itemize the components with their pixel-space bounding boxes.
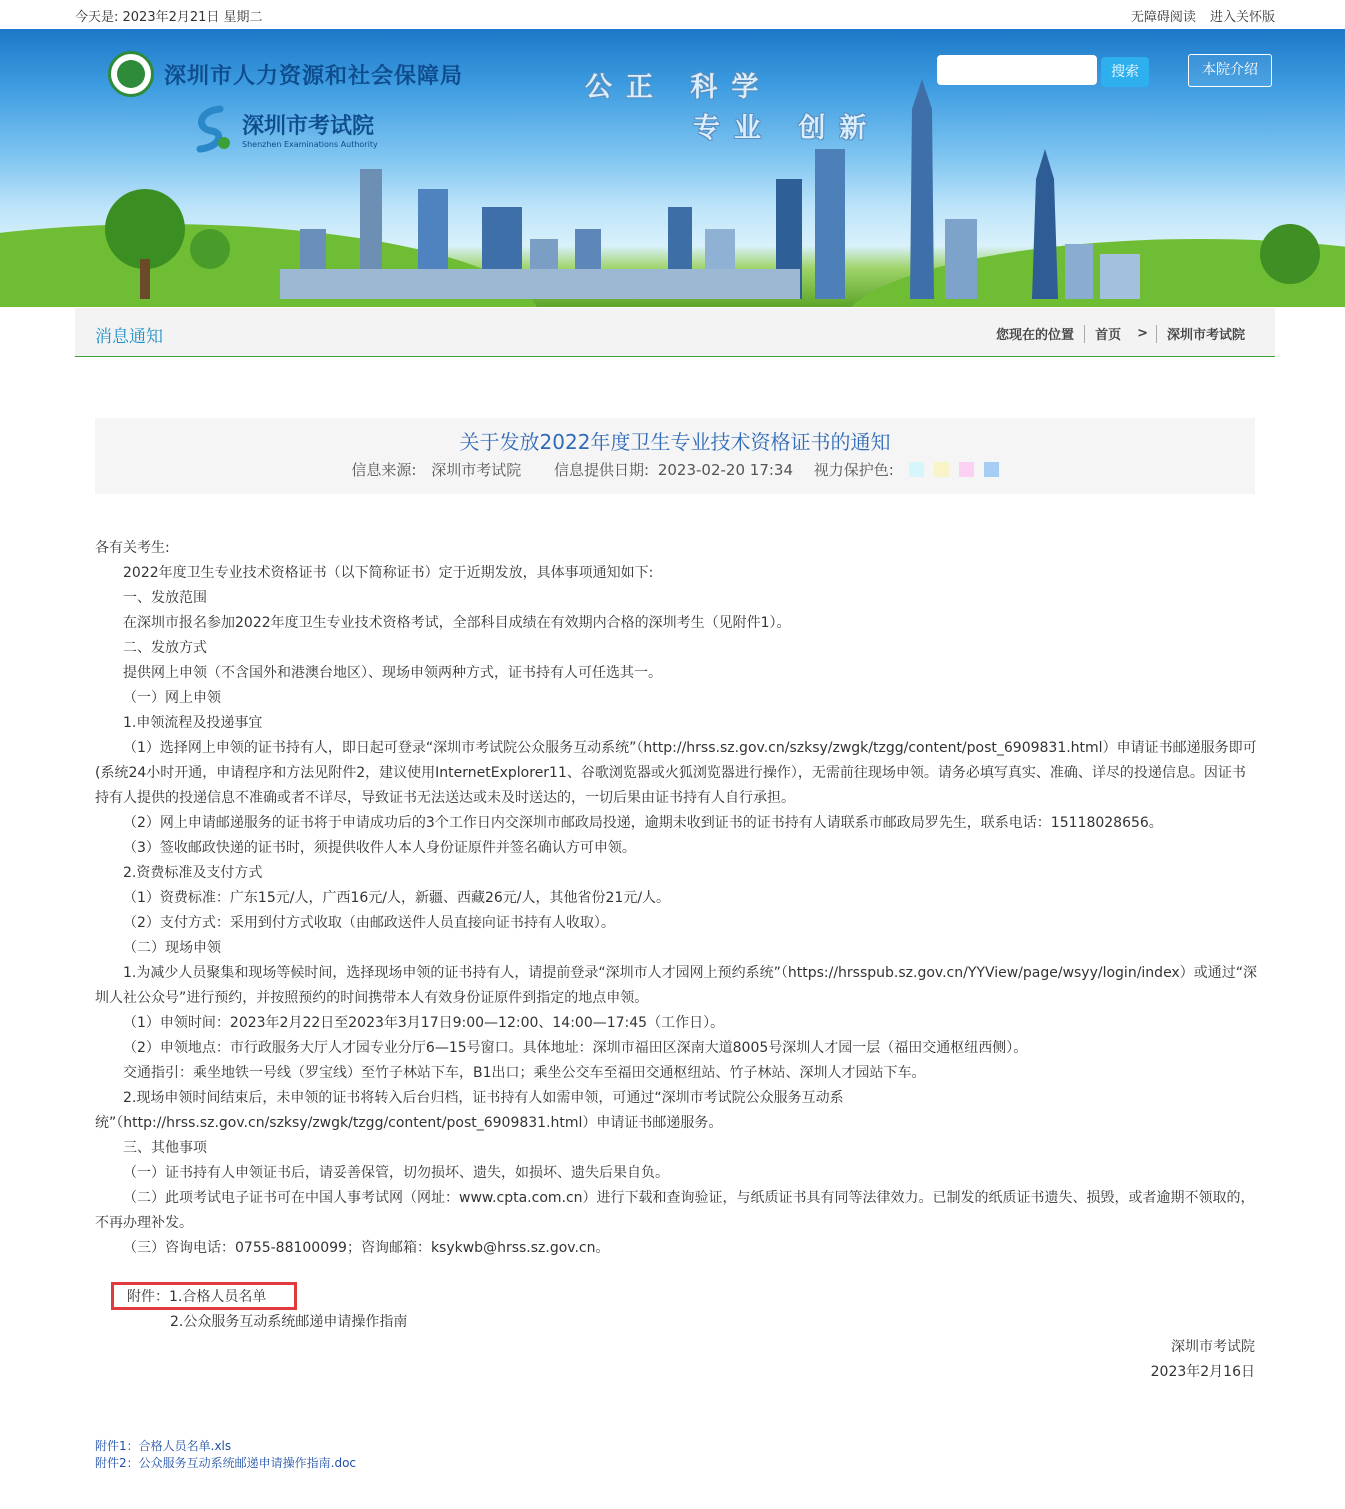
sub-org-name: 深圳市考试院 [242,114,375,139]
source-label: 信息来源: [351,461,417,479]
eye-color-swatch-1[interactable] [909,462,924,477]
current-date: 今天是: 2023年2月21日 星期二 [75,10,263,25]
eye-color-swatch-3[interactable] [959,462,974,477]
article-paragraph: 2.资费标准及支付方式 [123,865,263,881]
article-paragraph: 各有关考生: [95,540,170,556]
hrss-logo [108,51,463,97]
article-paragraph: （1）申领时间：2023年2月22日至2023年3月17日9:00—12:00、14:00—17:45（工作日）。 [123,1015,725,1031]
date-value: 2023-02-20 17:34 [657,461,794,479]
article-paragraph: （2）支付方式：采用到付方式收取（由邮政送件人员直接向证书持有人收取）。 [123,915,615,931]
article-paragraph: 一、发放范围 [123,590,207,606]
article-paragraph: （1）资费标准：广东15元/人，广西16元/人，新疆、西藏26元/人，其他省份21元/人。 [123,890,671,906]
sub-org-name-en: Shenzhen Examinations Authority [242,140,378,149]
section-title: 消息通知 [95,327,163,347]
eye-color-swatch-4[interactable] [984,462,999,477]
breadcrumb-home[interactable]: 首页 [1095,328,1122,343]
article-meta [95,459,1255,480]
article-paragraph: （三）咨询电话：0755-88100099；咨询邮箱：ksykwb@hrss.sz.gov.cn。 [123,1240,610,1256]
article-paragraph: （2）网上申请邮递服务的证书将于申请成功后的3个工作日内交深圳市邮政局投递，逾期未收到证书的证书持有人请联系市邮政局罗先生，联系电话：15118028656。 [123,815,1163,831]
search-input[interactable] [937,55,1097,85]
date-label: 信息提供日期: [554,461,650,479]
attachment-file-1-link[interactable]: 附件1：合格人员名单.xls [95,1439,232,1453]
article-paragraph: （二）现场申领 [123,940,221,956]
article-paragraph: 2022年度卫生专业技术资格证书（以下简称证书）定于近期发放，具体事项通知如下: [123,565,654,581]
article-paragraph: 提供网上申领（不含国外和港澳台地区）、现场申领两种方式，证书持有人可任选其一。 [123,665,662,681]
eye-color-swatches [899,461,999,479]
article-paragraph: 二、发放方式 [123,640,207,656]
article-paragraph: 在深圳市报名参加2022年度卫生专业技术资格考试，全部科目成绩在有效期内合格的深圳考生（见附件1）。 [123,615,791,631]
signature-org: 深圳市考试院 [1171,1339,1255,1355]
article-paragraph: （一）证书持有人申领证书后，请妥善保管，切勿损坏、遗失，如损坏、遗失后果自负。 [123,1165,669,1181]
article-body [95,536,1257,1261]
attachment-files [95,1438,356,1472]
article-paragraph: （二）此项考试电子证书可在中国人事考试网（网址：www.cpta.com.cn）进行下载和查询验证，与纸质证书具有同等法律效力。已制发的纸质证书遗失、损毁，或者逾期不领取的，不再办理补发。 [95,1190,1255,1231]
exam-authority-icon [190,103,234,155]
location-label: 您现在的位置 [996,328,1075,343]
article-title: 关于发放2022年度卫生专业技术资格证书的通知 [459,430,891,454]
org-name: 深圳市人力资源和社会保障局 [164,63,464,89]
exam-authority-logo [190,103,378,155]
article-paragraph: （1）选择网上申领的证书持有人，即日起可登录“深圳市考试院公众服务互动系统”（http://hrss.sz.gov.cn/szksy/zwgk/tzgg/content/post_6909831.html）申请证书邮递服务即可(系统24小时开通，申请程序和方法见附件2，建议使用InternetExplorer11、谷歌浏览器或火狐浏览器进行操作），无需前往现场申领。请务必填写真实、准确、详尽的投递信息。因证书持有人提供的投递信息不准确或者不详尽，导致证书无法送达或未及时送达的，一切后果由证书持有人自行承担。 [95,740,1257,806]
eye-protect-label: 视力保护色: [813,461,894,479]
article-header [95,418,1255,494]
care-mode-link[interactable]: 进入关怀版 [1209,10,1275,25]
emblem-icon [108,51,154,97]
top-links [1121,6,1275,25]
attachment-line-1: 附件：1.合格人员名单 [127,1289,267,1305]
attachment-file-2-link[interactable]: 附件2：公众服务互动系统邮递申请操作指南.doc [95,1456,357,1470]
signature-date: 2023年2月16日 [1150,1364,1255,1380]
about-button[interactable]: 本院介绍 [1188,54,1272,87]
article-paragraph: 三、其他事项 [123,1140,207,1156]
header-banner [0,29,1345,307]
search-button[interactable]: 搜索 [1101,57,1149,87]
article-paragraph: （一）网上申领 [123,690,221,706]
article-paragraph: 1.申领流程及投递事宜 [123,715,263,731]
source-value: 深圳市考试院 [431,461,522,479]
article-paragraph: 交通指引：乘坐地铁一号线（罗宝线）至竹子林站下车，B1出口；乘坐公交车至福田交通枢纽站、竹子林站、深圳人才园站下车。 [123,1065,926,1081]
breadcrumb [996,324,1245,343]
accessible-reading-link[interactable]: 无障碍阅读 [1130,10,1196,25]
article-paragraph: 2.现场申领时间结束后，未申领的证书将转入后台归档，证书持有人如需申领，可通过“深圳市考试院公众服务互动系统”（http://hrss.sz.gov.cn/szksy/zwgk/tzgg/content/post_6909831.html）申请证书邮递服务。 [95,1090,844,1131]
article-paragraph: （3）签收邮政快递的证书时，须提供收件人本人身份证原件并签名确认方可申领。 [123,840,636,856]
article-paragraph: 1.为减少人员聚集和现场等候时间，选择现场申领的证书持有人，请提前登录“深圳市人才园网上预约系统”（https://hrsspub.sz.gov.cn/YYView/page/wsyy/login/index）或通过“深圳人社公众号”进行预约，并按照预约的时间携带本人有效身份证原件到指定的地点申领。 [95,965,1257,1006]
breadcrumb-arrow: > [1137,326,1148,341]
top-bar [0,0,1345,29]
eye-color-swatch-2[interactable] [934,462,949,477]
breadcrumb-current[interactable]: 深圳市考试院 [1166,328,1245,343]
attachment-line-2: 2.公众服务互动系统邮递申请操作指南 [170,1314,408,1330]
slogan-line-1: 公正 科学 [585,72,773,103]
slogan-line-2: 专业 创新 [693,113,881,144]
article-paragraph: （2）申领地点：市行政服务大厅人才园专业分厅6—15号窗口。具体地址：深圳市福田区深南大道8005号深圳人才园一层（福田交通枢纽西侧）。 [123,1040,1028,1056]
section-nav [75,308,1275,357]
